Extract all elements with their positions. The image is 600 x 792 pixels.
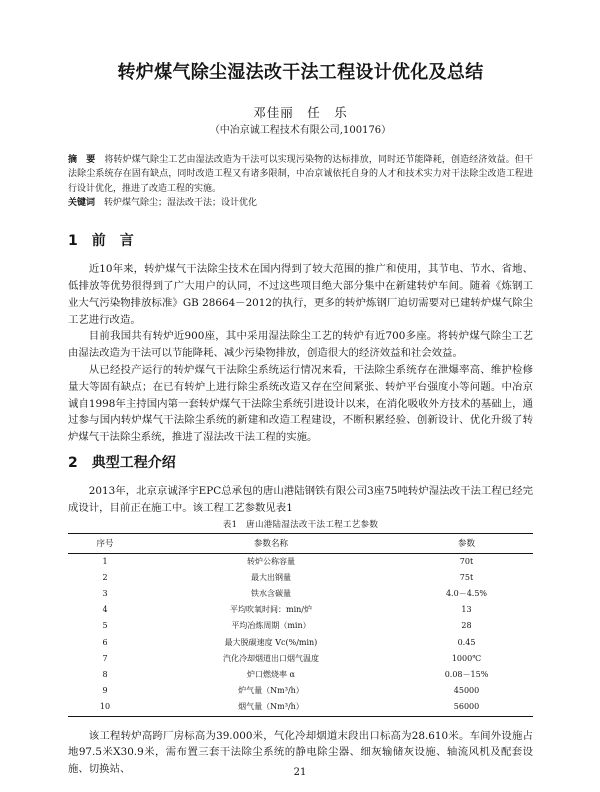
parameter-name-cell: 铁水含碳量 xyxy=(251,588,291,598)
row-index-cell: 2 xyxy=(102,572,108,582)
keywords-text: 转炉煤气除尘；湿法改干法；设计优化 xyxy=(104,197,258,208)
row-index-cell: 4 xyxy=(102,605,108,615)
abstract-text: 将转炉煤气除尘工艺由湿法改造为干法可以实现污染物的达标排放，同时还节能降耗，创造经济效益。但干法除尘系统存在固有缺点，同时改造工程又有诸多限制，中冶京诚依托自身的人才和技术实力对干法除尘改造工程进行设计优化，推进了改造工程的实施。 xyxy=(68,155,533,194)
keywords xyxy=(68,196,533,210)
parameter-value-cell: 4.0－4.5% xyxy=(445,588,488,598)
table-header-row xyxy=(68,533,533,553)
header-parameter-name: 参数名称 xyxy=(142,533,400,553)
paragraph: 该工程转炉高跨厂房标高为39.000米，气化冷却烟道末段出口标高为28.610米。车间外设施占地97.5米X30.9米，需布置三套干法除尘系统的静电除尘器、细灰输储灰设施、轴流风机及配套设施、切换站、 xyxy=(68,729,533,776)
parameter-value-cell: 56000 xyxy=(453,702,480,712)
authors: 邓佳丽 任 乐 xyxy=(253,105,348,120)
parameter-name-cell: 平均冶炼周期（min） xyxy=(231,621,311,631)
table-row xyxy=(68,667,533,683)
parameter-name-cell: 最大出钢量 xyxy=(251,572,291,582)
row-index-cell: 10 xyxy=(99,702,111,712)
page-number: 21 xyxy=(293,767,307,778)
text-column xyxy=(68,0,533,778)
affiliation: （中冶京诚工程技术有限公司,100176） xyxy=(209,125,392,136)
parameter-value-cell: 45000 xyxy=(453,686,480,696)
section-number: 1 xyxy=(68,233,78,250)
parameter-name-cell: 平均吹氧时间：min/炉 xyxy=(230,605,312,615)
parameter-value-cell: 1000℃ xyxy=(451,653,482,663)
paragraph: 2013年，北京京诚泽宇EPC总承包的唐山港陆钢铁有限公司3座75吨转炉湿法改干法工程已经完成设计，目前正在施工中。该工程工艺参数见表1 xyxy=(68,484,533,514)
table-row xyxy=(68,699,533,716)
parameter-name-cell: 汽化冷却烟道出口烟气温度 xyxy=(223,653,319,663)
table-row xyxy=(68,570,533,586)
paragraph: 近10年来，转炉煤气干法除尘技术在国内得到了较大范围的推广和使用，其节电、节水、省地、低排放等优势很得到了广大用户的认同，不过这些项目绝大部分集中在新建转炉车间。随着《炼钢工业大气污染物排放标准》GB 28664－2012的执行，更多的转炉炼钢厂迫切需要对已建转炉煤气除尘工艺进行改造。 xyxy=(68,263,533,326)
section-heading-typical-project xyxy=(68,453,533,473)
table-row xyxy=(68,683,533,699)
section-title: 前 言 xyxy=(91,233,134,250)
row-index-cell: 5 xyxy=(102,621,108,631)
table-row xyxy=(68,602,533,618)
keywords-label: 关键词 xyxy=(68,197,96,208)
parameter-name-cell: 炉气量（Nm³/h） xyxy=(238,686,304,696)
header-parameter-value: 参数 xyxy=(400,533,533,553)
parameter-name-cell: 最大脱碳速度 Vc(%/min) xyxy=(224,637,318,647)
table-row xyxy=(68,586,533,602)
parameter-table xyxy=(68,533,533,717)
section-heading-introduction xyxy=(68,231,533,251)
row-index-cell: 6 xyxy=(102,637,108,647)
table-row xyxy=(68,635,533,651)
row-index-cell: 1 xyxy=(102,556,108,566)
row-index-cell: 8 xyxy=(102,669,108,679)
abstract xyxy=(68,153,533,196)
parameter-name-cell: 转炉公称容量 xyxy=(247,556,295,566)
parameter-value-cell: 28 xyxy=(461,621,472,631)
paper-title: 转炉煤气除尘湿法改干法工程设计优化及总结 xyxy=(117,62,484,83)
parameter-value-cell: 70t xyxy=(459,556,474,566)
table-caption: 表1 唐山港陆湿法改干法工程工艺参数 xyxy=(222,519,379,530)
abstract-label: 摘 要 xyxy=(68,155,96,165)
section-title: 典型工程介绍 xyxy=(91,454,176,471)
parameter-value-cell: 75t xyxy=(459,572,474,582)
row-index-cell: 7 xyxy=(102,653,108,663)
row-index-cell: 9 xyxy=(102,686,108,696)
paragraph: 目前我国共有转炉近900座，其中采用湿法除尘工艺的转炉有近700多座。将转炉煤气除尘工艺由湿法改造为干法可以节能降耗、减少污染物排放，创造很大的经济效益和社会效益。 xyxy=(68,330,533,360)
table-row xyxy=(68,651,533,667)
parameter-name-cell: 炉口燃烧率 α xyxy=(247,669,295,679)
header-index: 序号 xyxy=(68,533,142,553)
parameter-name-cell: 烟气量（Nm³/h） xyxy=(238,702,304,712)
section-number: 2 xyxy=(68,454,78,471)
paragraph: 从已经投产运行的转炉煤气干法除尘系统运行情况来看，干法除尘系统存在泄爆率高、维护检修量大等固有缺点；在已有转炉上进行除尘系统改造又存在空间紧张、转炉平台强度小等问题。中冶京诚自1998年主持国内第一套转炉煤气干法除尘系统引进设计以来，在消化吸收外方技术的基础上，通过参与国内转炉煤气干法除尘系统的新建和改造工程建设，不断积累经验、创新设计、优化升级了转炉煤气干法除尘系统，推进了湿法改干法工程的实施。 xyxy=(68,363,533,444)
table-row xyxy=(68,618,533,634)
parameter-value-cell: 13 xyxy=(461,605,472,615)
row-index-cell: 3 xyxy=(102,588,108,598)
table-row xyxy=(68,553,533,570)
parameter-value-cell: 0.45 xyxy=(457,637,476,647)
parameter-value-cell: 0.08－15% xyxy=(444,669,489,679)
